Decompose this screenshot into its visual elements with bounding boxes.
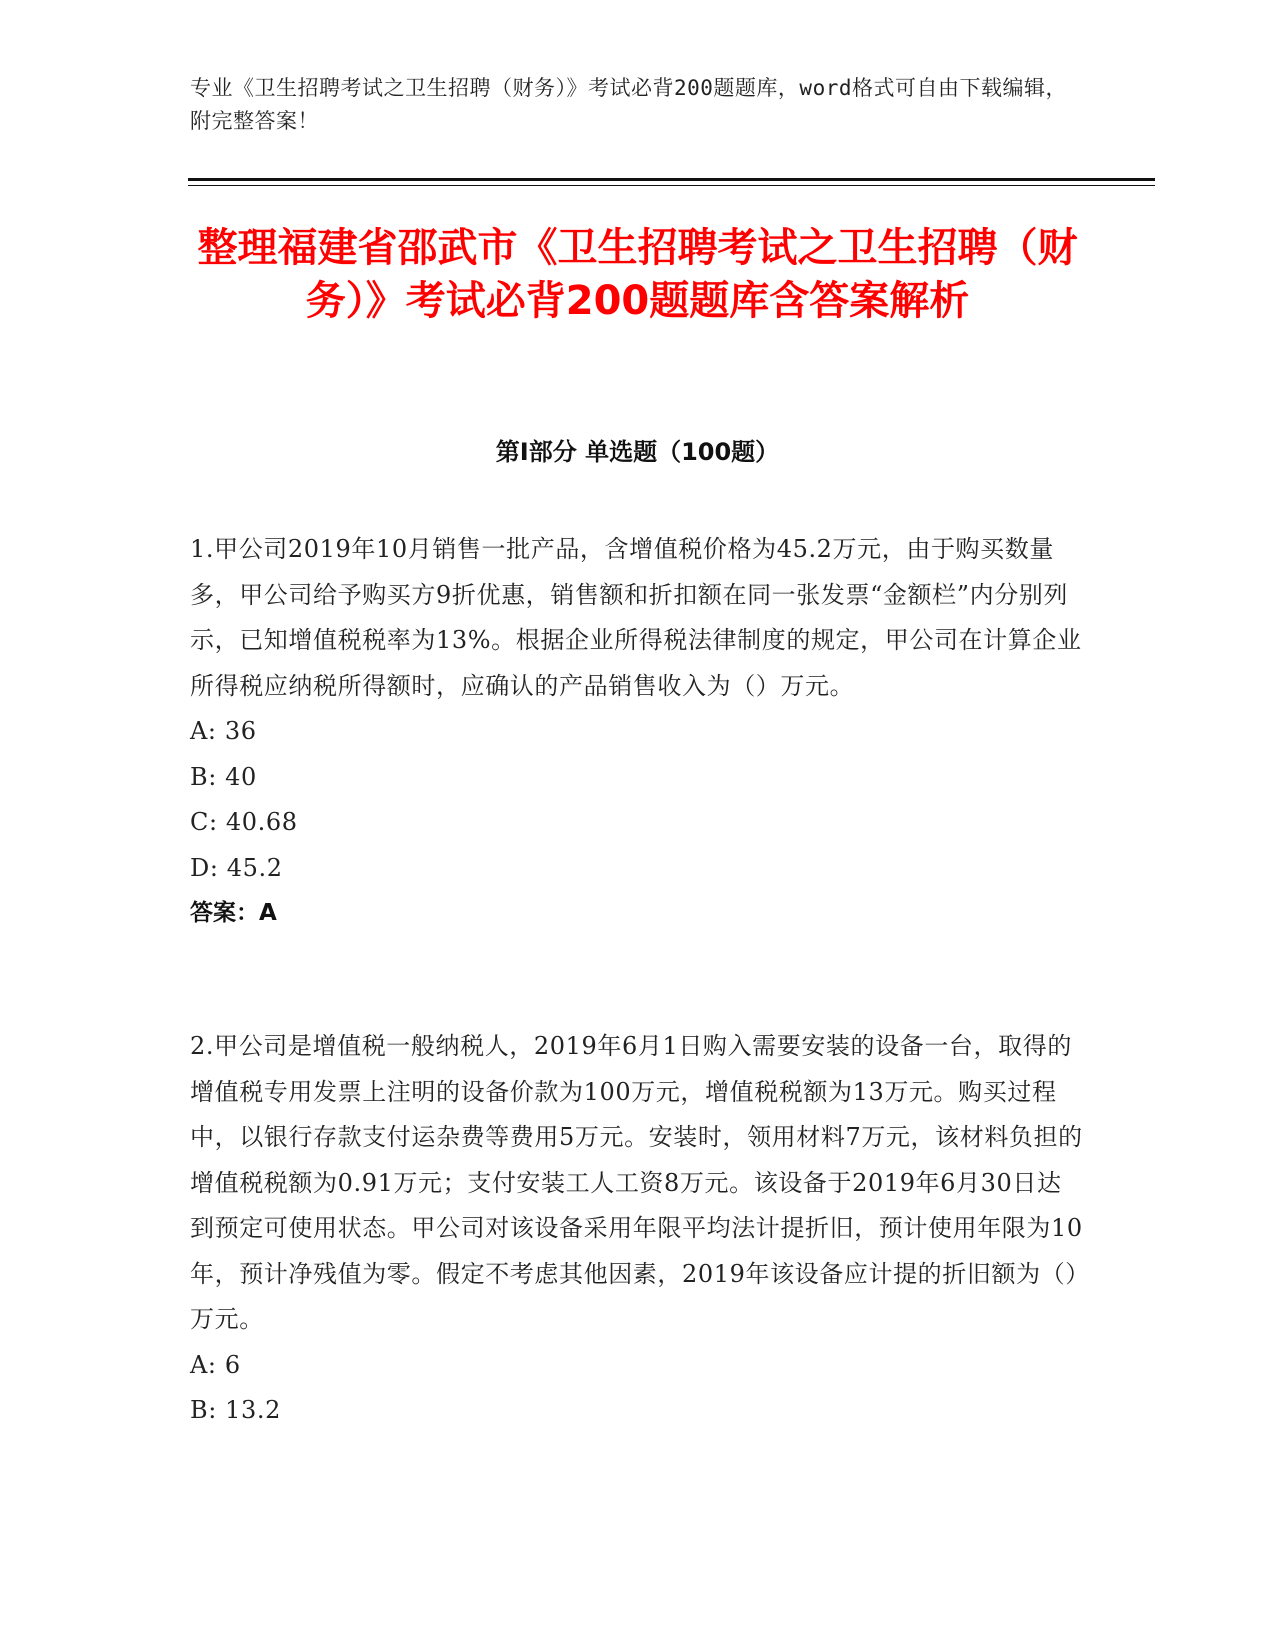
header-note: 专业《卫生招聘考试之卫生招聘（财务）》考试必背200题题库，word格式可自由下载编辑，附完整答案！ — [190, 76, 1067, 133]
section-heading: 第I部分 单选题（100题） — [495, 438, 780, 466]
header-divider-thick — [188, 178, 1155, 181]
option-a: A: 36 — [190, 717, 257, 745]
option-b: B: 13.2 — [190, 1396, 281, 1424]
question-1 — [190, 527, 1085, 936]
question-2 — [190, 1024, 1085, 1434]
option-b: B: 40 — [190, 762, 257, 791]
option-a: A: 6 — [190, 1350, 241, 1379]
option-d: D: 45.2 — [190, 853, 283, 882]
header-divider-thin — [188, 185, 1155, 186]
document-title: 整理福建省邵武市《卫生招聘考试之卫生招聘（财务）》考试必背200题题库含答案解析 — [197, 225, 1078, 324]
question-text: 2.甲公司是增值税一般纳税人，2019年6月1日购入需要安装的设备一台，取得的增值税专用发票上注明的设备价款为100万元，增值税税额为13万元。购买过程中，以银行存款支付运杂费等费用5万元。安装时，领用材料7万元，该材料负担的增值税税额为0.91万元；支付安装工人工资8万元。该设备于2019年6月30日达到预定可使用状态。甲公司对该设备采用年限平均法计提折旧，预计使用年限为10年，预计净残值为零。假定不考虑其他因素，2019年该设备应计提的折旧额为（）万元。 — [190, 1032, 1083, 1333]
question-text: 1.甲公司2019年10月销售一批产品，含增值税价格为45.2万元，由于购买数量多，甲公司给予购买方9折优惠，销售额和折扣额在同一张发票“金额栏”内分别列示，已知增值税税率为13%。根据企业所得税法律制度的规定，甲公司在计算企业所得税应纳税所得额时，应确认的产品销售收入为（）万元。 — [190, 535, 1082, 700]
answer-label: 答案：A — [190, 900, 277, 926]
option-c: C: 40.68 — [190, 808, 298, 836]
